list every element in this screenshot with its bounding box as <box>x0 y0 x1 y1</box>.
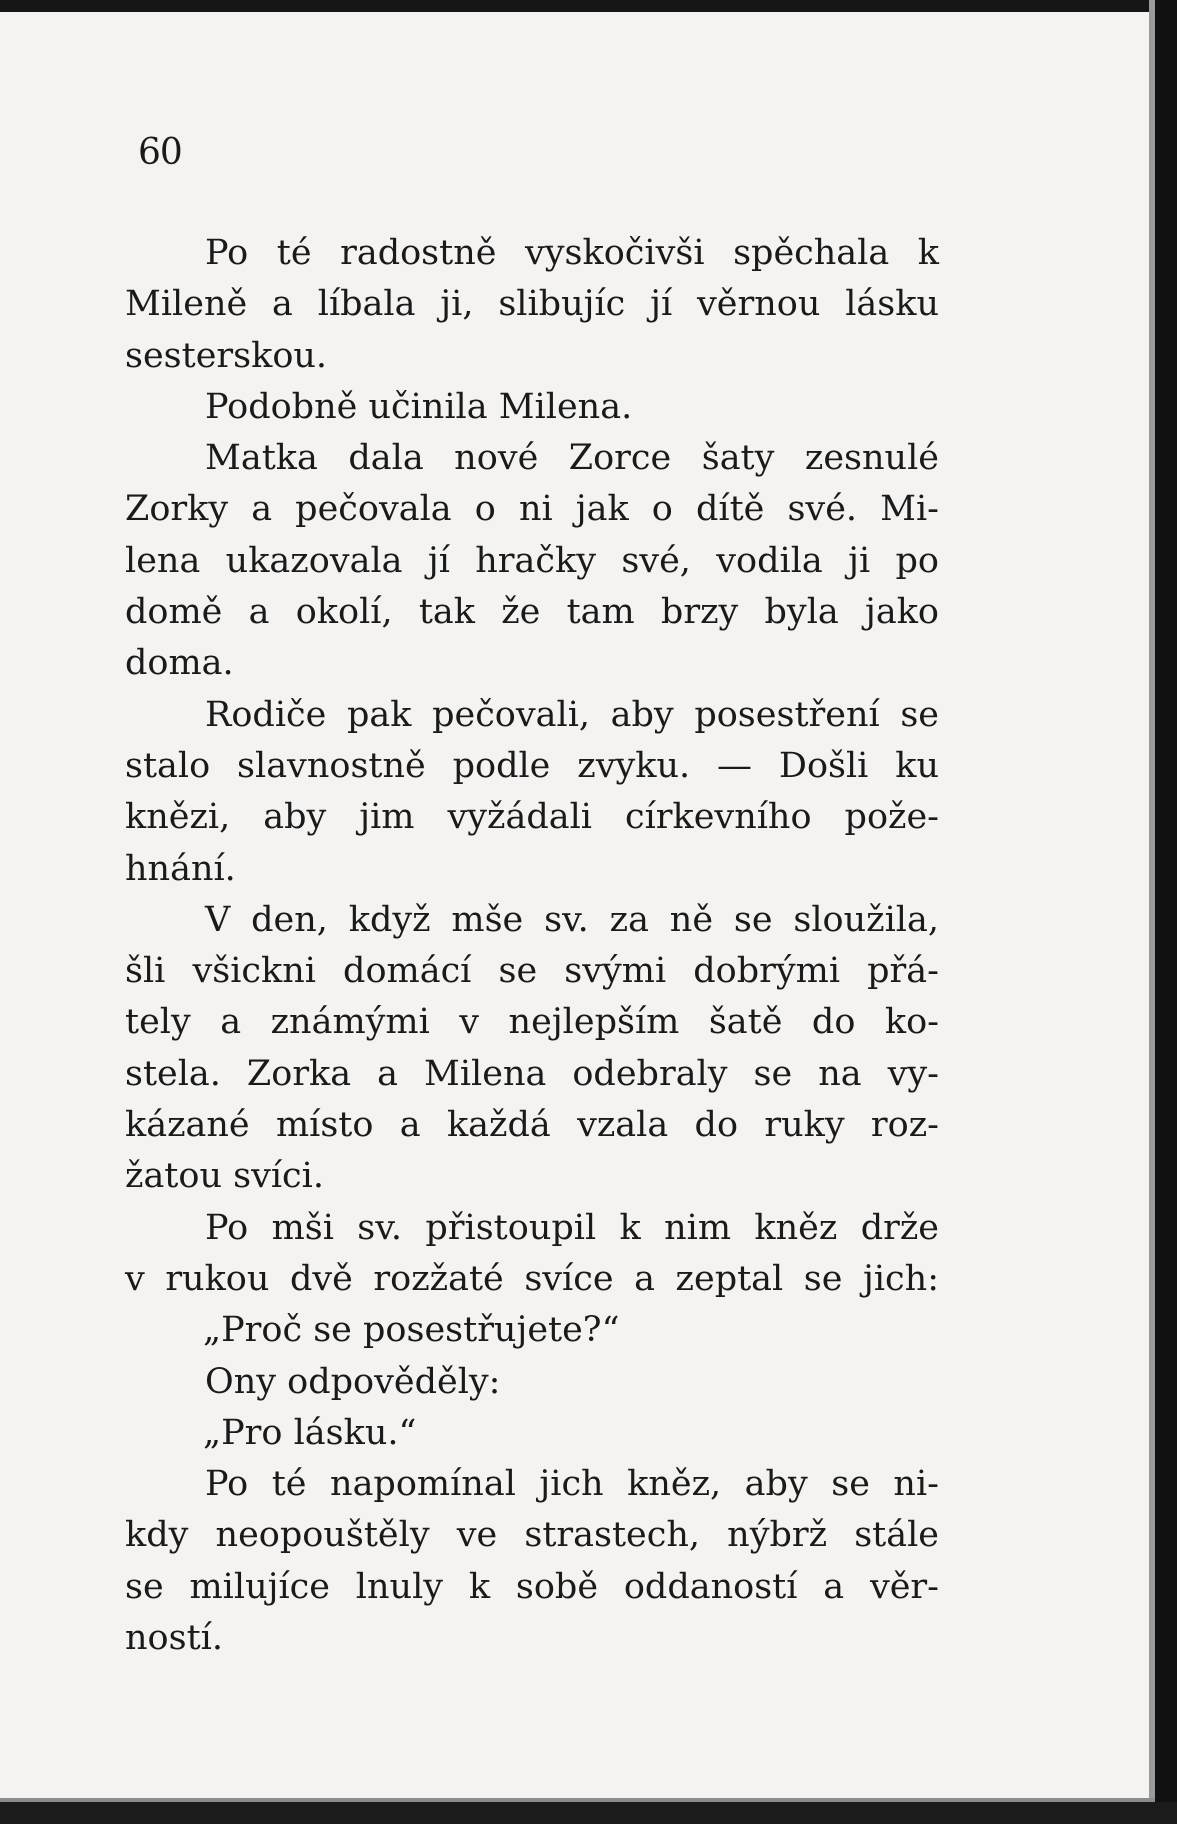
text-line: V den, když mše sv. za ně se sloužila, <box>205 899 939 940</box>
scan-edge-top <box>0 0 1177 12</box>
text-line: doma. <box>125 643 234 684</box>
text-line: se milujíce lnuly k sobě oddaností a věr- <box>125 1566 939 1607</box>
text-line: Rodiče pak pečovali, aby posestření se <box>205 694 939 735</box>
text-line: hnání. <box>125 848 236 889</box>
page-number: 60 <box>138 132 182 173</box>
scan-edge-right <box>1155 0 1177 1824</box>
text-line: stalo slavnostně podle zvyku. — Došli ku <box>125 745 939 786</box>
text-line: žatou svíci. <box>125 1156 324 1197</box>
text-line: sesterskou. <box>125 335 328 376</box>
text-line: ností. <box>125 1618 223 1659</box>
text-line: „Proč se posestřujete?“ <box>203 1310 620 1351</box>
text-line: knězi, aby jim vyžádali církevního pože- <box>125 797 939 838</box>
text-line: šli všickni domácí se svými dobrými přá- <box>125 951 939 992</box>
text-line: domě a okolí, tak že tam brzy byla jako <box>125 592 939 633</box>
text-line: Ony odpověděly: <box>205 1361 501 1402</box>
text-line: Matka dala nové Zorce šaty zesnulé <box>205 438 939 479</box>
text-line: kdy neopouštěly ve strastech, nýbrž stále <box>125 1515 939 1556</box>
text-line: tely a známými v nejlepším šatě do ko- <box>125 1002 939 1043</box>
text-line: Po té radostně vyskočivši spěchala k <box>205 233 939 273</box>
text-line: kázané místo a každá vzala do ruky roz- <box>125 1105 939 1146</box>
text-line: Podobně učinila Milena. <box>205 386 633 427</box>
text-line: Po té napomínal jich kněz, aby se ni- <box>205 1464 939 1505</box>
text-line: „Pro lásku.“ <box>203 1412 417 1453</box>
text-line: Mileně a líbala ji, slibujíc jí věrnou lásku <box>125 284 939 325</box>
text-line: v rukou dvě rozžaté svíce a zeptal se jich: <box>125 1258 939 1299</box>
text-line: Po mši sv. přistoupil k nim kněz drže <box>205 1207 939 1248</box>
text-line: stela. Zorka a Milena odebraly se na vy- <box>125 1053 939 1094</box>
body-text <box>125 228 939 1664</box>
scan-edge-bottom <box>0 1802 1177 1824</box>
text-line: Zorky a pečovala o ni jak o dítě své. Mi- <box>125 489 939 530</box>
text-line: lena ukazovala jí hračky své, vodila ji po <box>125 540 939 581</box>
